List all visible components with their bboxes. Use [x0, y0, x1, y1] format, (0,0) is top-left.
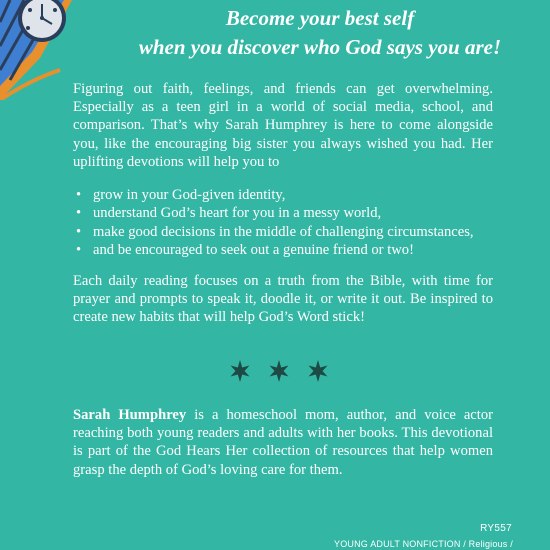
- author-bio-text: is a homeschool mom, author, and voice actor reaching both young readers and adults with her books. This devotional is part of the God Hears Her collection of resources that help women grasp the depth of God’s loving care for them.: [73, 407, 493, 478]
- list-item: [73, 241, 498, 259]
- list-item-text: understand God’s heart for you in a messy world,: [93, 205, 382, 222]
- headline: [95, 4, 545, 62]
- benefits-list: [73, 186, 498, 260]
- bullet-marker: •: [76, 205, 82, 222]
- bullet-marker: •: [76, 242, 82, 259]
- bullet-marker: •: [76, 223, 82, 240]
- category-label: YOUNG ADULT NONFICTION / Religious /: [334, 539, 513, 549]
- intro-paragraph: Figuring out faith, feelings, and friends can get overwhelming. Especially as a teen girl in a world of social media, school, and comparison. That’s why Sarah Humphrey is here to come alongside you, like the encouraging big sister you always wished you had. Her uplifting devotions will help you to: [73, 81, 493, 170]
- author-name: Sarah Humphrey: [73, 407, 187, 423]
- list-item: [73, 204, 498, 222]
- star-divider: [0, 358, 550, 382]
- author-bio: [73, 406, 493, 479]
- list-item: [73, 223, 498, 241]
- list-item: [73, 186, 498, 204]
- star-icon: [309, 360, 328, 382]
- list-item-text: and be encouraged to seek out a genuine friend or two!: [93, 242, 414, 259]
- headline-line-1: Become your best self: [225, 6, 415, 30]
- daily-reading-paragraph: Each daily reading focuses on a truth from the Bible, with time for prayer and prompts to speak it, doodle it, or write it out. Be inspired to create new habits that will help God’s Word stick!: [73, 273, 493, 326]
- list-item-text: grow in your God-given identity,: [93, 187, 286, 203]
- bullet-marker: •: [76, 187, 82, 203]
- list-item-text: make good decisions in the middle of challenging circumstances,: [93, 223, 474, 240]
- headline-line-2: when you discover who God says you are!: [138, 35, 502, 59]
- sku-code: RY557: [480, 523, 512, 534]
- star-icon: [231, 360, 250, 382]
- star-icon: [270, 360, 289, 382]
